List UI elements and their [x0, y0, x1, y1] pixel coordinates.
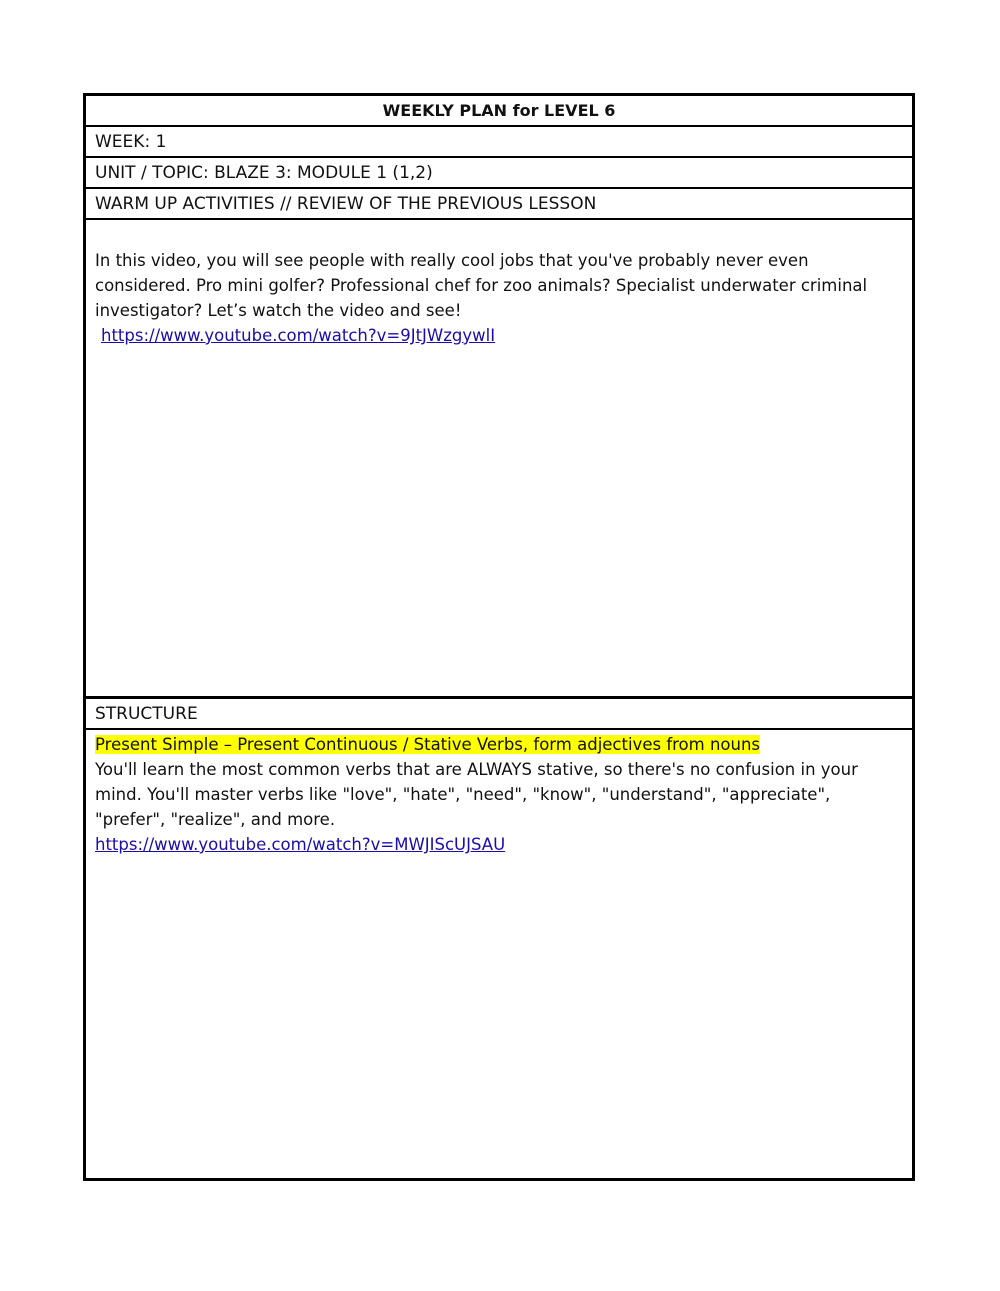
weekly-plan-table [83, 93, 915, 1181]
structure-content [86, 730, 912, 1178]
warm-up-heading: WARM UP ACTIVITIES // REVIEW OF THE PREVIOUS LESSON [86, 189, 912, 220]
warm-up-description: In this video, you will see people with really cool jobs that you've probably never even considered. Pro mini golfer? Professional chef for zoo animals? Specialist underwater criminal investigator? Let’s watch the video and see! [95, 251, 868, 320]
structure-heading: STRUCTURE [86, 699, 912, 730]
structure-highlight: Present Simple – Present Continuous / Stative Verbs, form adjectives from nouns [95, 735, 761, 754]
warm-up-content [86, 220, 912, 699]
week-row: WEEK: 1 [86, 127, 912, 158]
structure-description: You'll learn the most common verbs that are ALWAYS stative, so there's no confusion in your mind. You'll master verbs like "love", "hate", "need", "know", "understand", "appreciate", "prefer", "realize", and more. [95, 760, 858, 829]
plan-title: WEEKLY PLAN for LEVEL 6 [86, 96, 912, 127]
structure-video-link[interactable]: https://www.youtube.com/watch?v=MWJIScUJSAU [95, 835, 506, 854]
warm-up-video-link[interactable]: https://www.youtube.com/watch?v=9JtJWzgywlI [101, 326, 496, 345]
unit-topic-row: UNIT / TOPIC: BLAZE 3: MODULE 1 (1,2) [86, 158, 912, 189]
